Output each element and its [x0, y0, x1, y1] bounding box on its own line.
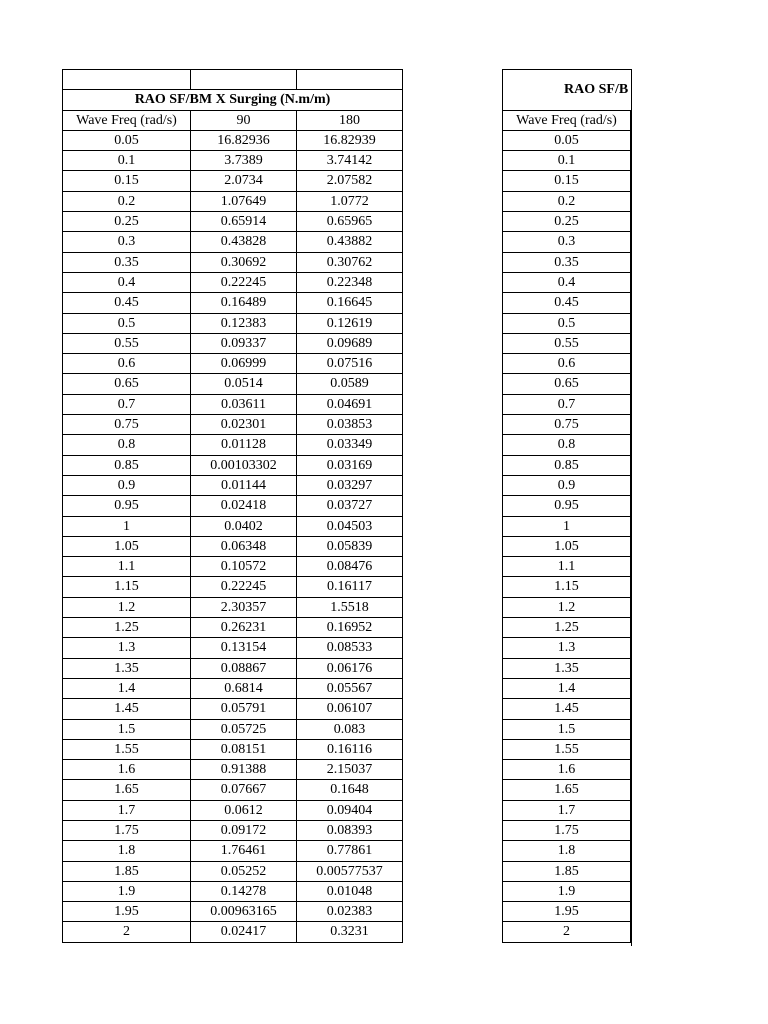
rao-table-2	[502, 69, 632, 943]
table-title[interactable]: RAO SF/BM X Surging (N.m/m)	[63, 90, 403, 110]
table-row	[63, 780, 403, 800]
cell-wave-freq[interactable]: 1.05	[503, 536, 631, 556]
table-row	[63, 191, 403, 211]
cell-90[interactable]: 0.43828	[191, 232, 297, 252]
table-row	[63, 212, 403, 232]
blank-row	[63, 70, 403, 90]
title-row	[503, 70, 633, 111]
cell-90[interactable]: 0.0612	[191, 800, 297, 820]
cell-wave-freq[interactable]: 1.7	[503, 800, 631, 820]
table-row	[503, 435, 633, 455]
cell-wave-freq[interactable]: 0.8	[503, 435, 631, 455]
table-row	[63, 800, 403, 820]
cell-wave-freq[interactable]: 1	[63, 516, 191, 536]
cell-180[interactable]: 1.5518	[297, 597, 403, 617]
cell-wave-freq[interactable]: 1.9	[63, 881, 191, 901]
cell-wave-freq[interactable]: 1.75	[63, 820, 191, 840]
cell-wave-freq[interactable]: 0.55	[63, 333, 191, 353]
cell-wave-freq[interactable]: 0.95	[503, 496, 631, 516]
cell-180[interactable]: 0.05567	[297, 678, 403, 698]
table-row	[63, 333, 403, 353]
cell-180[interactable]: 0.05839	[297, 536, 403, 556]
table-row	[63, 435, 403, 455]
table-row	[503, 151, 633, 171]
table-row	[503, 780, 633, 800]
cell-wave-freq[interactable]: 1.85	[503, 861, 631, 881]
table-row	[503, 374, 633, 394]
table-row	[503, 333, 633, 353]
cell-180[interactable]: 0.08476	[297, 557, 403, 577]
cell-90[interactable]: 0.0514	[191, 374, 297, 394]
cell-180[interactable]: 0.07516	[297, 354, 403, 374]
cell-wave-freq[interactable]: 0.55	[503, 333, 631, 353]
cell-wave-freq[interactable]: 0.5	[63, 313, 191, 333]
cell-90[interactable]: 0.22245	[191, 577, 297, 597]
rao-table-2-clipped	[502, 69, 632, 949]
table-row	[503, 618, 633, 638]
cell-wave-freq[interactable]: 1.95	[503, 902, 631, 922]
cell-wave-freq[interactable]: 2	[503, 922, 631, 942]
cell-wave-freq[interactable]: 1.75	[503, 820, 631, 840]
table-row	[503, 800, 633, 820]
table-row	[503, 232, 633, 252]
table-row	[63, 922, 403, 942]
cell-wave-freq[interactable]: 0.05	[503, 130, 631, 150]
cell-wave-freq[interactable]: 0.15	[63, 171, 191, 191]
blank-cell[interactable]	[63, 70, 191, 90]
cell-wave-freq[interactable]: 0.2	[503, 191, 631, 211]
cell-180[interactable]: 0.03297	[297, 475, 403, 495]
cell-180[interactable]: 16.82939	[297, 130, 403, 150]
cell-wave-freq[interactable]: 0.9	[503, 475, 631, 495]
table-row	[63, 354, 403, 374]
cell-90[interactable]: 0.01144	[191, 475, 297, 495]
cell-wave-freq[interactable]: 0.4	[63, 272, 191, 292]
cell-wave-freq[interactable]: 0.45	[63, 293, 191, 313]
cell-wave-freq[interactable]: 0.75	[503, 415, 631, 435]
cell-wave-freq[interactable]: 0.15	[503, 171, 631, 191]
cell-wave-freq[interactable]: 1.15	[503, 577, 631, 597]
cell-wave-freq[interactable]: 1.3	[63, 638, 191, 658]
table-row	[503, 536, 633, 556]
cell-wave-freq[interactable]: 1.45	[63, 699, 191, 719]
cell-wave-freq[interactable]: 0.25	[503, 212, 631, 232]
cell-wave-freq[interactable]: 0.8	[63, 435, 191, 455]
table-row	[503, 354, 633, 374]
cell-180[interactable]: 0.03169	[297, 455, 403, 475]
cell-90[interactable]: 0.26231	[191, 618, 297, 638]
table-row	[503, 861, 633, 881]
cell-wave-freq[interactable]: 2	[63, 922, 191, 942]
table-row	[63, 739, 403, 759]
cell-wave-freq[interactable]: 0.75	[63, 415, 191, 435]
cell-180[interactable]: 0.03349	[297, 435, 403, 455]
table-row	[63, 699, 403, 719]
cell-90[interactable]: 1.07649	[191, 191, 297, 211]
cell-180[interactable]: 0.0589	[297, 374, 403, 394]
cell-90[interactable]: 0.02301	[191, 415, 297, 435]
header-180[interactable]: 180	[297, 110, 403, 130]
table-row	[63, 760, 403, 780]
cell-wave-freq[interactable]: 0.2	[63, 191, 191, 211]
cell-180[interactable]: 0.03853	[297, 415, 403, 435]
cell-wave-freq[interactable]: 1.4	[63, 678, 191, 698]
table-row	[63, 394, 403, 414]
cell-90[interactable]: 0.10572	[191, 557, 297, 577]
table-row	[503, 212, 633, 232]
table-row	[503, 922, 633, 942]
cell-180[interactable]: 0.43882	[297, 232, 403, 252]
cell-180[interactable]: 0.06107	[297, 699, 403, 719]
table-row	[63, 415, 403, 435]
cell-180[interactable]: 0.09404	[297, 800, 403, 820]
table-row	[63, 475, 403, 495]
table-row	[503, 516, 633, 536]
cell-wave-freq[interactable]: 0.7	[63, 394, 191, 414]
cell-wave-freq[interactable]: 1.8	[63, 841, 191, 861]
table-row	[503, 293, 633, 313]
cell-180[interactable]: 0.08393	[297, 820, 403, 840]
table-row	[503, 557, 633, 577]
table-row	[503, 272, 633, 292]
cell-180[interactable]: 2.15037	[297, 760, 403, 780]
rao-table-surging	[62, 69, 403, 943]
cell-wave-freq[interactable]: 1.4	[503, 678, 631, 698]
cell-wave-freq[interactable]: 1.5	[503, 719, 631, 739]
table-row	[63, 618, 403, 638]
cell-90[interactable]: 0.22245	[191, 272, 297, 292]
cell-180[interactable]: 0.16117	[297, 577, 403, 597]
cell-90[interactable]: 0.0402	[191, 516, 297, 536]
cell-wave-freq[interactable]: 1.55	[63, 739, 191, 759]
table-row	[503, 739, 633, 759]
table-row	[63, 861, 403, 881]
table-row	[63, 130, 403, 150]
cell-180[interactable]: 0.04503	[297, 516, 403, 536]
cell-wave-freq[interactable]: 1	[503, 516, 631, 536]
cell-90[interactable]: 0.16489	[191, 293, 297, 313]
cell-180[interactable]: 0.3231	[297, 922, 403, 942]
table-row	[503, 699, 633, 719]
cell-90[interactable]: 0.05252	[191, 861, 297, 881]
cell-wave-freq[interactable]: 1.8	[503, 841, 631, 861]
cell-wave-freq[interactable]: 1.35	[63, 658, 191, 678]
table-row	[63, 455, 403, 475]
table-row	[63, 171, 403, 191]
cell-wave-freq[interactable]: 0.05	[63, 130, 191, 150]
title-row	[63, 90, 403, 110]
table-row	[503, 881, 633, 901]
cell-180[interactable]: 0.16645	[297, 293, 403, 313]
cell-180[interactable]: 0.08533	[297, 638, 403, 658]
cell-wave-freq[interactable]: 1.7	[63, 800, 191, 820]
table-row	[63, 374, 403, 394]
cell-wave-freq[interactable]: 0.6	[63, 354, 191, 374]
table-row	[63, 272, 403, 292]
cell-90[interactable]: 16.82936	[191, 130, 297, 150]
cell-90[interactable]: 0.06999	[191, 354, 297, 374]
cell-wave-freq[interactable]: 1.95	[63, 902, 191, 922]
cell-wave-freq[interactable]: 1.5	[63, 719, 191, 739]
table-row	[63, 902, 403, 922]
table-row	[63, 232, 403, 252]
cell-180[interactable]: 0.16952	[297, 618, 403, 638]
cell-180[interactable]: 0.083	[297, 719, 403, 739]
cell-wave-freq[interactable]: 0.25	[63, 212, 191, 232]
header-row	[63, 110, 403, 130]
cell-90[interactable]: 2.30357	[191, 597, 297, 617]
cell-wave-freq[interactable]: 0.3	[63, 232, 191, 252]
cell-wave-freq[interactable]: 0.35	[503, 252, 631, 272]
cell-wave-freq[interactable]: 0.5	[503, 313, 631, 333]
cell-90[interactable]: 0.09172	[191, 820, 297, 840]
cell-wave-freq[interactable]: 1.2	[63, 597, 191, 617]
cell-90[interactable]: 3.7389	[191, 151, 297, 171]
table-row	[63, 820, 403, 840]
cell-wave-freq[interactable]: 0.1	[503, 151, 631, 171]
table-row	[503, 171, 633, 191]
table-row	[503, 658, 633, 678]
column-divider	[631, 69, 632, 946]
cell-90[interactable]: 0.14278	[191, 881, 297, 901]
table-row	[503, 130, 633, 150]
cell-180[interactable]: 0.03727	[297, 496, 403, 516]
table-row	[63, 557, 403, 577]
table-row	[63, 881, 403, 901]
cell-180[interactable]: 0.16116	[297, 739, 403, 759]
cell-90[interactable]: 1.76461	[191, 841, 297, 861]
cell-wave-freq[interactable]: 1.15	[63, 577, 191, 597]
table-row	[503, 313, 633, 333]
table-row	[63, 313, 403, 333]
cell-180[interactable]: 0.22348	[297, 272, 403, 292]
table-row	[63, 597, 403, 617]
cell-180[interactable]: 0.01048	[297, 881, 403, 901]
cell-wave-freq[interactable]: 0.4	[503, 272, 631, 292]
cell-wave-freq[interactable]: 1.25	[63, 618, 191, 638]
table-row	[503, 841, 633, 861]
header-row	[503, 110, 633, 130]
blank-cell[interactable]	[191, 70, 297, 90]
cell-180[interactable]: 0.30762	[297, 252, 403, 272]
table-row	[63, 293, 403, 313]
cell-90[interactable]: 0.08151	[191, 739, 297, 759]
table-row	[503, 678, 633, 698]
cell-180[interactable]: 0.65965	[297, 212, 403, 232]
table-row	[503, 496, 633, 516]
cell-wave-freq[interactable]: 1.6	[503, 760, 631, 780]
cell-90[interactable]: 0.03611	[191, 394, 297, 414]
table-row	[503, 597, 633, 617]
table-row	[503, 638, 633, 658]
cell-180[interactable]: 1.0772	[297, 191, 403, 211]
cell-180[interactable]: 0.1648	[297, 780, 403, 800]
table-row	[63, 658, 403, 678]
table-row	[503, 820, 633, 840]
table-row	[63, 536, 403, 556]
table-row	[503, 252, 633, 272]
cell-180[interactable]: 0.02383	[297, 902, 403, 922]
cell-wave-freq[interactable]: 1.45	[503, 699, 631, 719]
cell-180[interactable]: 0.00577537	[297, 861, 403, 881]
cell-wave-freq[interactable]: 0.65	[63, 374, 191, 394]
cell-wave-freq[interactable]: 0.95	[63, 496, 191, 516]
table-row	[63, 577, 403, 597]
cell-wave-freq[interactable]: 0.85	[63, 455, 191, 475]
table-row	[63, 841, 403, 861]
table-row	[63, 496, 403, 516]
cell-wave-freq[interactable]: 1.65	[63, 780, 191, 800]
table-row	[503, 455, 633, 475]
cell-90[interactable]: 0.6814	[191, 678, 297, 698]
cell-90[interactable]: 0.07667	[191, 780, 297, 800]
cell-90[interactable]: 0.30692	[191, 252, 297, 272]
cell-90[interactable]: 2.0734	[191, 171, 297, 191]
cell-90[interactable]: 0.08867	[191, 658, 297, 678]
cell-180[interactable]: 0.77861	[297, 841, 403, 861]
cell-wave-freq[interactable]: 0.9	[63, 475, 191, 495]
cell-90[interactable]: 0.13154	[191, 638, 297, 658]
cell-wave-freq[interactable]: 1.1	[503, 557, 631, 577]
cell-wave-freq[interactable]: 0.65	[503, 374, 631, 394]
cell-90[interactable]: 0.00963165	[191, 902, 297, 922]
table-row	[503, 719, 633, 739]
table-row	[503, 394, 633, 414]
cell-wave-freq[interactable]: 1.1	[63, 557, 191, 577]
table-title[interactable]: RAO SF/B	[503, 70, 633, 111]
table-row	[63, 638, 403, 658]
cell-180[interactable]: 0.04691	[297, 394, 403, 414]
cell-90[interactable]: 0.02417	[191, 922, 297, 942]
cell-180[interactable]: 0.12619	[297, 313, 403, 333]
header-wave-freq[interactable]: Wave Freq (rad/s)	[63, 110, 191, 130]
cell-wave-freq[interactable]: 1.25	[503, 618, 631, 638]
cell-90[interactable]: 0.91388	[191, 760, 297, 780]
table-row	[503, 577, 633, 597]
cell-90[interactable]: 0.09337	[191, 333, 297, 353]
cell-wave-freq[interactable]: 1.65	[503, 780, 631, 800]
table-row	[503, 191, 633, 211]
cell-wave-freq[interactable]: 0.35	[63, 252, 191, 272]
table-row	[503, 902, 633, 922]
cell-wave-freq[interactable]: 1.3	[503, 638, 631, 658]
cell-wave-freq[interactable]: 1.05	[63, 536, 191, 556]
cell-wave-freq[interactable]: 1.6	[63, 760, 191, 780]
cell-wave-freq[interactable]: 0.7	[503, 394, 631, 414]
cell-wave-freq[interactable]: 0.1	[63, 151, 191, 171]
cell-wave-freq[interactable]: 0.6	[503, 354, 631, 374]
cell-wave-freq[interactable]: 1.2	[503, 597, 631, 617]
cell-90[interactable]: 0.05725	[191, 719, 297, 739]
cell-90[interactable]: 0.06348	[191, 536, 297, 556]
cell-180[interactable]: 2.07582	[297, 171, 403, 191]
cell-90[interactable]: 0.00103302	[191, 455, 297, 475]
cell-90[interactable]: 0.65914	[191, 212, 297, 232]
cell-wave-freq[interactable]: 0.3	[503, 232, 631, 252]
cell-wave-freq[interactable]: 0.85	[503, 455, 631, 475]
table-row	[63, 516, 403, 536]
cell-wave-freq[interactable]: 0.45	[503, 293, 631, 313]
table-row	[503, 475, 633, 495]
blank-cell[interactable]	[297, 70, 403, 90]
cell-90[interactable]: 0.01128	[191, 435, 297, 455]
cell-90[interactable]: 0.02418	[191, 496, 297, 516]
table-row	[503, 760, 633, 780]
table-row	[503, 415, 633, 435]
cell-wave-freq[interactable]: 1.55	[503, 739, 631, 759]
cell-90[interactable]: 0.05791	[191, 699, 297, 719]
cell-wave-freq[interactable]: 1.35	[503, 658, 631, 678]
table-row	[63, 252, 403, 272]
cell-wave-freq[interactable]: 1.85	[63, 861, 191, 881]
table-row	[63, 151, 403, 171]
cell-180[interactable]: 0.06176	[297, 658, 403, 678]
cell-wave-freq[interactable]: 1.9	[503, 881, 631, 901]
table-row	[63, 719, 403, 739]
table-row	[63, 678, 403, 698]
cell-180[interactable]: 0.09689	[297, 333, 403, 353]
cell-90[interactable]: 0.12383	[191, 313, 297, 333]
header-90[interactable]: 90	[191, 110, 297, 130]
cell-180[interactable]: 3.74142	[297, 151, 403, 171]
header-wave-freq[interactable]: Wave Freq (rad/s)	[503, 110, 631, 130]
